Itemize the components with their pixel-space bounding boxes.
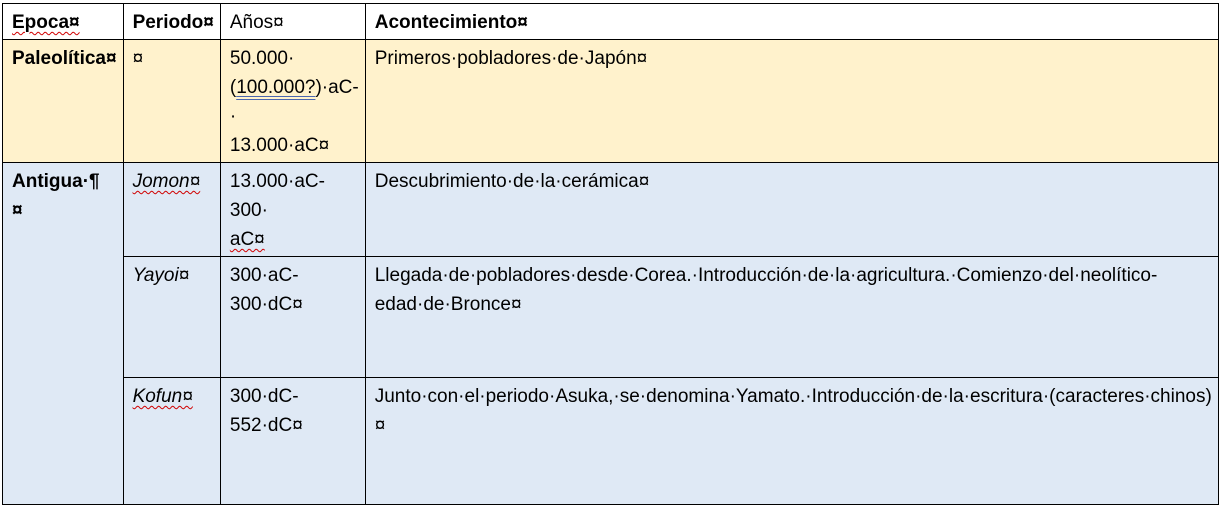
anos-paleolitica-line1: 50.000· xyxy=(229,48,295,69)
periodo-yayoi-text: Yayoi¤ xyxy=(132,265,190,286)
anos-kofun-text: 300·dC-552·dC¤ xyxy=(229,386,303,436)
anos-paleolitica-ac: )·aC-· xyxy=(229,77,359,127)
cell-acontecimiento-kofun[interactable] xyxy=(365,378,1218,505)
cell-acontecimiento-yayoi[interactable] xyxy=(365,257,1218,378)
cell-anos-paleolitica[interactable] xyxy=(220,40,365,163)
acontecimiento-kofun-text: Junto·con·el·periodo·Asuka,·se·denomina·Yamato.·Introducción·de·la·escritura·(caracteres·chinos)¤ xyxy=(374,386,1212,436)
table-row-paleolitica xyxy=(3,40,1219,163)
header-epoca[interactable] xyxy=(3,4,124,40)
cell-periodo-paleolitica[interactable] xyxy=(123,40,220,163)
epoca-paleolitica-text: Paleolítica¤ xyxy=(12,48,117,69)
acontecimiento-paleolitica-text: Primeros·pobladores·de·Japón¤ xyxy=(374,48,648,69)
periodo-kofun-text: Kofun¤ xyxy=(132,386,193,407)
cell-acontecimiento-jomon[interactable] xyxy=(365,163,1218,257)
anos-paleolitica-uncertain: 100.000? xyxy=(236,77,316,98)
cell-periodo-jomon[interactable] xyxy=(123,163,220,257)
header-epoca-text: Epoca¤ xyxy=(12,12,80,33)
header-anos[interactable] xyxy=(220,4,365,40)
table-row-jomon xyxy=(3,163,1219,257)
anos-paleolitica-paren: ( xyxy=(229,77,237,98)
header-acontecimiento-text: Acontecimiento¤ xyxy=(374,12,528,33)
periodo-jomon-text: Jomon¤ xyxy=(132,171,201,192)
cell-anos-yayoi[interactable] xyxy=(220,257,365,378)
table-row-kofun xyxy=(3,378,1219,505)
header-periodo[interactable] xyxy=(123,4,220,40)
acontecimiento-jomon-text: Descubrimiento·de·la·cerámica¤ xyxy=(374,171,650,192)
anos-jomon-line2: aC¤ xyxy=(229,229,265,250)
header-acontecimiento[interactable] xyxy=(365,4,1218,40)
cell-epoca-paleolitica[interactable] xyxy=(3,40,124,163)
history-table xyxy=(2,3,1219,505)
anos-paleolitica-line3: 13.000·aC¤ xyxy=(229,135,330,156)
header-anos-text: Años¤ xyxy=(229,12,284,33)
table-row-yayoi xyxy=(3,257,1219,378)
cell-periodo-kofun[interactable] xyxy=(123,378,220,505)
anos-paleolitica-line2 xyxy=(230,73,359,131)
epoca-antigua-text: Antigua·¶ xyxy=(12,171,100,192)
cell-anos-jomon[interactable] xyxy=(220,163,365,257)
anos-yayoi-text: 300·aC-300·dC¤ xyxy=(229,265,303,315)
cell-anos-kofun[interactable] xyxy=(220,378,365,505)
cell-periodo-yayoi[interactable] xyxy=(123,257,220,378)
anos-jomon-line1: 13.000·aC-300· xyxy=(229,171,325,221)
cell-acontecimiento-paleolitica[interactable] xyxy=(365,40,1218,163)
cell-epoca-antigua[interactable] xyxy=(3,163,124,505)
acontecimiento-yayoi-text: Llegada·de·pobladores·desde·Corea.·Introducción·de·la·agricultura.·Comienzo·del·neolítico-edad·de·Bronce¤ xyxy=(374,265,1158,315)
header-periodo-text: Periodo¤ xyxy=(132,12,214,33)
periodo-paleolitica-text: ¤ xyxy=(132,48,144,69)
header-row xyxy=(3,4,1219,40)
epoca-antigua-marker: ¤ xyxy=(12,200,23,221)
